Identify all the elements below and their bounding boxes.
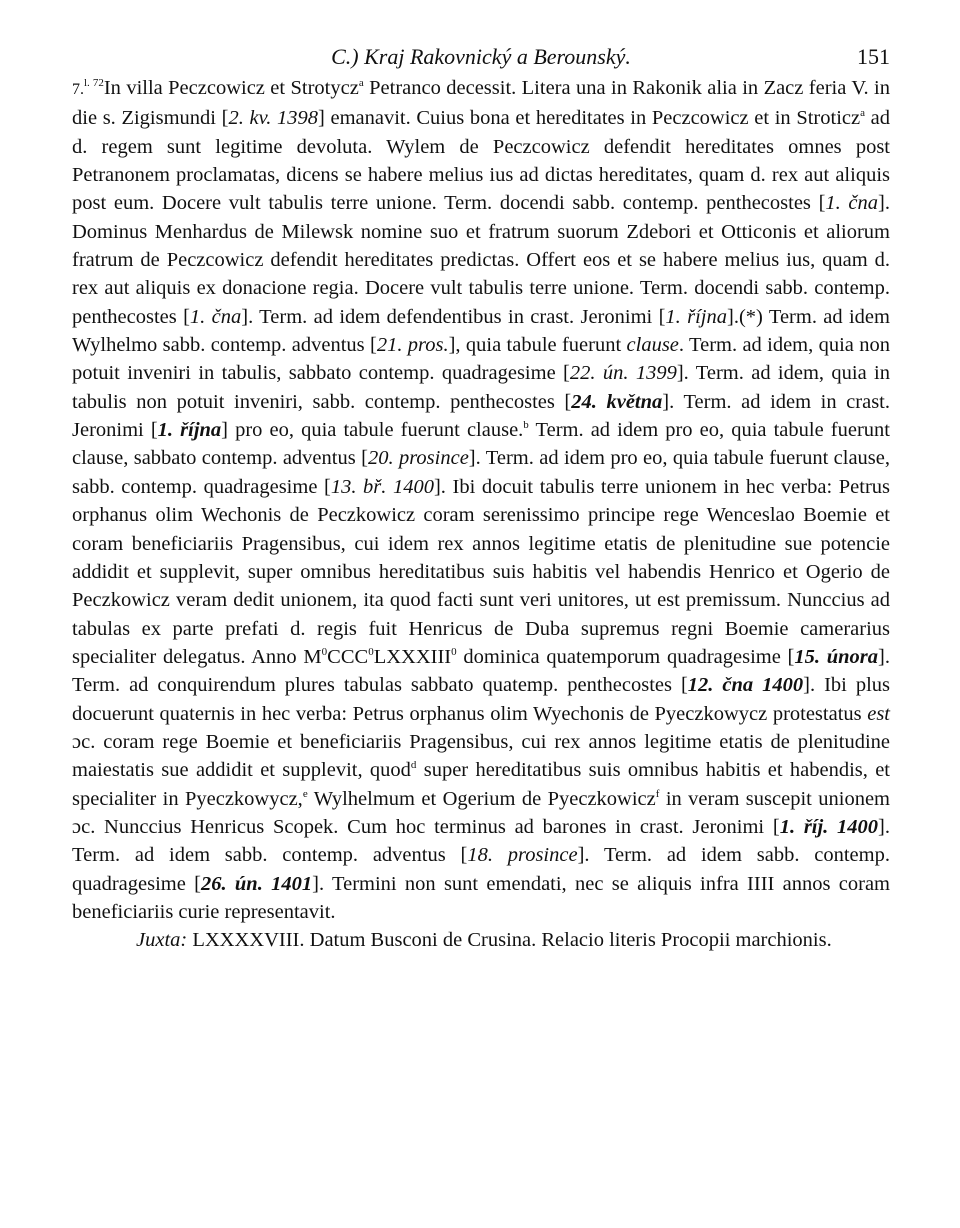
entry-text: ]. Term. ad idem sabb. contemp. adventus [ — [72, 815, 890, 867]
editorial-date: 1. října — [665, 305, 728, 328]
entry-text: Wylhelmum et Ogerium de Pyeczkowicz — [307, 787, 656, 810]
entry-text: ]. Termini non sunt emendati, nec se aliquis infra IIII annos coram beneficiariis curie representavit. — [72, 872, 890, 923]
entry-text: Term. ad idem pro eo, quia tabule fuerunt clause, sabbato contemp. adventus [ — [72, 419, 890, 470]
entry-text: ]. Term. ad idem sabb. contemp. quadragesime [ — [72, 844, 890, 895]
entry-text: ]. Term. ad conquirendum plures tabulas sabbato quatemp. penthecostes [ — [72, 645, 890, 697]
entry-text: in veram suscepit unionem ɔc. Nunccius Henricus Scopek. Cum hoc terminus ad barones in crast. Jeronimi [ — [72, 787, 890, 838]
entry-number: 7. — [72, 81, 84, 98]
entry-text: ]. Ibi docuit tabulis terre unionem in hec verba: Petrus orphanus olim Wechonis de Peczkowicz coram serenissimo principe rege Wenceslao Boemie et coram beneficiariis Pragensibus, cui idem rex annos legitime etatis de plenitudine sue potencie addidit et supplevit, super omnibus hereditatibus suis habitis vel habendis Henrico et Ogerio de Peczkowicz veram dedit unionem, ita quod facti sunt veri unitores, ut est premissum. Nunccius ad tabulas ex parte prefati d. regis fuit Henricus de Duba supremus regni Boemie camerarius specialiter delegatus. Anno M — [72, 475, 890, 668]
entry-text: LXXXIII — [373, 645, 452, 668]
editorial-date: 1. čna — [825, 192, 879, 215]
editorial-date: 2. kv. 1398 — [228, 107, 318, 130]
entry-text: ]. Term. ad idem pro eo, quia tabule fuerunt clause, sabb. contemp. quadragesime [ — [72, 447, 891, 498]
footnote-mark: e — [302, 787, 308, 800]
entry-text: ]. Term. ad idem in crast. Jeronimi [ — [72, 390, 891, 442]
entry-text: ad d. regem sunt legitime devoluta. Wylem de Peczcowicz defendit hereditates omnes post Petranonem proclamatas, dicens se habere melius ius ad dictas hereditates, quam d. rex aut aliquis post eum. Docere vult tabulis terre unione. Term. docendi sabb. contemp. penthecostes [ — [72, 107, 890, 215]
entry-text: dominica quatemporum quadragesime [ — [456, 645, 795, 668]
superscript-o: 0 — [368, 646, 374, 659]
page-header — [72, 40, 890, 74]
editorial-date: 15. února — [794, 645, 879, 668]
entry-text: ]. Term. ad idem, quia in tabulis non potuit inveniri, sabb. contemp. penthecostes [ — [72, 362, 890, 413]
entry-text: ].(*) Term. ad idem Wylhelmo sabb. contemp. adventus [ — [72, 305, 890, 357]
entry-text: Petranco decessit. Litera una in Rakonik alia in Zacz feria V. in die s. Zigismundi [ — [72, 77, 890, 130]
entry-text: CCC — [327, 645, 369, 668]
entry-text: super hereditatibus suis omnibus habitis et habendis, et specialiter in Pyeczkowycz, — [72, 759, 890, 810]
editorial-date: 18. prosince — [467, 844, 578, 867]
entry-text: ɔc. coram rege Boemie et beneficiariis Pragensibus, cui rex annos legitime etatis de plenitudine maiestatis sue addidit et supplevit, quod — [72, 730, 890, 782]
entry-text: ]. Term. ad idem defendentibus in crast. Jeronimi [ — [241, 305, 666, 328]
entry-text: . Term. ad idem, quia non potuit inveniri in tabulis, sabbato contemp. quadragesime [ — [72, 334, 890, 385]
footnote-mark: b — [523, 419, 529, 432]
page-number: 151 — [857, 44, 890, 69]
document-body — [72, 74, 890, 955]
editorial-date: 1. říj. 1400 — [779, 815, 879, 838]
closing-paragraph — [72, 926, 890, 954]
juxta-label: Juxta: — [136, 929, 188, 952]
entry-paragraph — [72, 74, 890, 926]
footnote-mark: f — [655, 787, 660, 800]
editorial-date: 13. bř. 1400 — [330, 475, 434, 498]
juxta-text: LXXXXVIII. Datum Busconi de Crusina. Relacio literis Procopii marchionis. — [187, 929, 832, 952]
superscript-o: 0 — [451, 646, 457, 659]
editorial-date: 21. pros. — [376, 334, 449, 357]
editorial-date: 20. prosince — [367, 447, 469, 470]
entry-text: ]. Dominus Menhardus de Milewsk nomine suo et fratrum suorum Zdebori et Otticonis et aliorum fratrum de Peczcowicz defendit hereditates predictas. Offert eos et se habere melius ius, quam d. rex aut aliquis ex donacione regia. Docere vult tabulis terre unione. Term. docendi sabb. contemp. penthecostes [ — [72, 192, 890, 328]
italic-word: clause — [626, 334, 679, 357]
footnote-mark: d — [410, 759, 417, 772]
entry-text: ] pro eo, quia tabule fuerunt clause. — [221, 419, 524, 442]
italic-word: est — [867, 702, 890, 725]
editorial-date: 12. čna 1400 — [687, 674, 804, 697]
footnote-mark: a — [358, 77, 364, 90]
entry-text: In villa Peczcowicz et Strotycz — [103, 77, 359, 99]
superscript-o: 0 — [321, 646, 328, 659]
document-page — [72, 40, 890, 955]
entry-text: ] emanavit. Cuius bona et hereditates in Peczcowicz et in Stroticz — [317, 107, 861, 130]
editorial-date: 26. ún. 1401 — [200, 872, 313, 895]
editorial-date: 22. ún. 1399 — [569, 362, 677, 385]
editorial-date: 24. května — [571, 390, 663, 413]
footnote-mark: a — [860, 107, 865, 120]
editorial-date: 1. čna — [189, 305, 242, 328]
folio-reference: l. 72 — [84, 77, 104, 90]
entry-text: ]. Ibi plus docuerunt quaternis in hec verba: Petrus orphanus olim Wyechonis de Pyeczkowycz protestatus — [72, 674, 891, 725]
running-title: C.) Kraj Rakovnický a Berounský. — [331, 44, 631, 69]
editorial-date: 1. října — [157, 419, 222, 442]
entry-text: ], quia tabule fuerunt — [448, 334, 627, 357]
